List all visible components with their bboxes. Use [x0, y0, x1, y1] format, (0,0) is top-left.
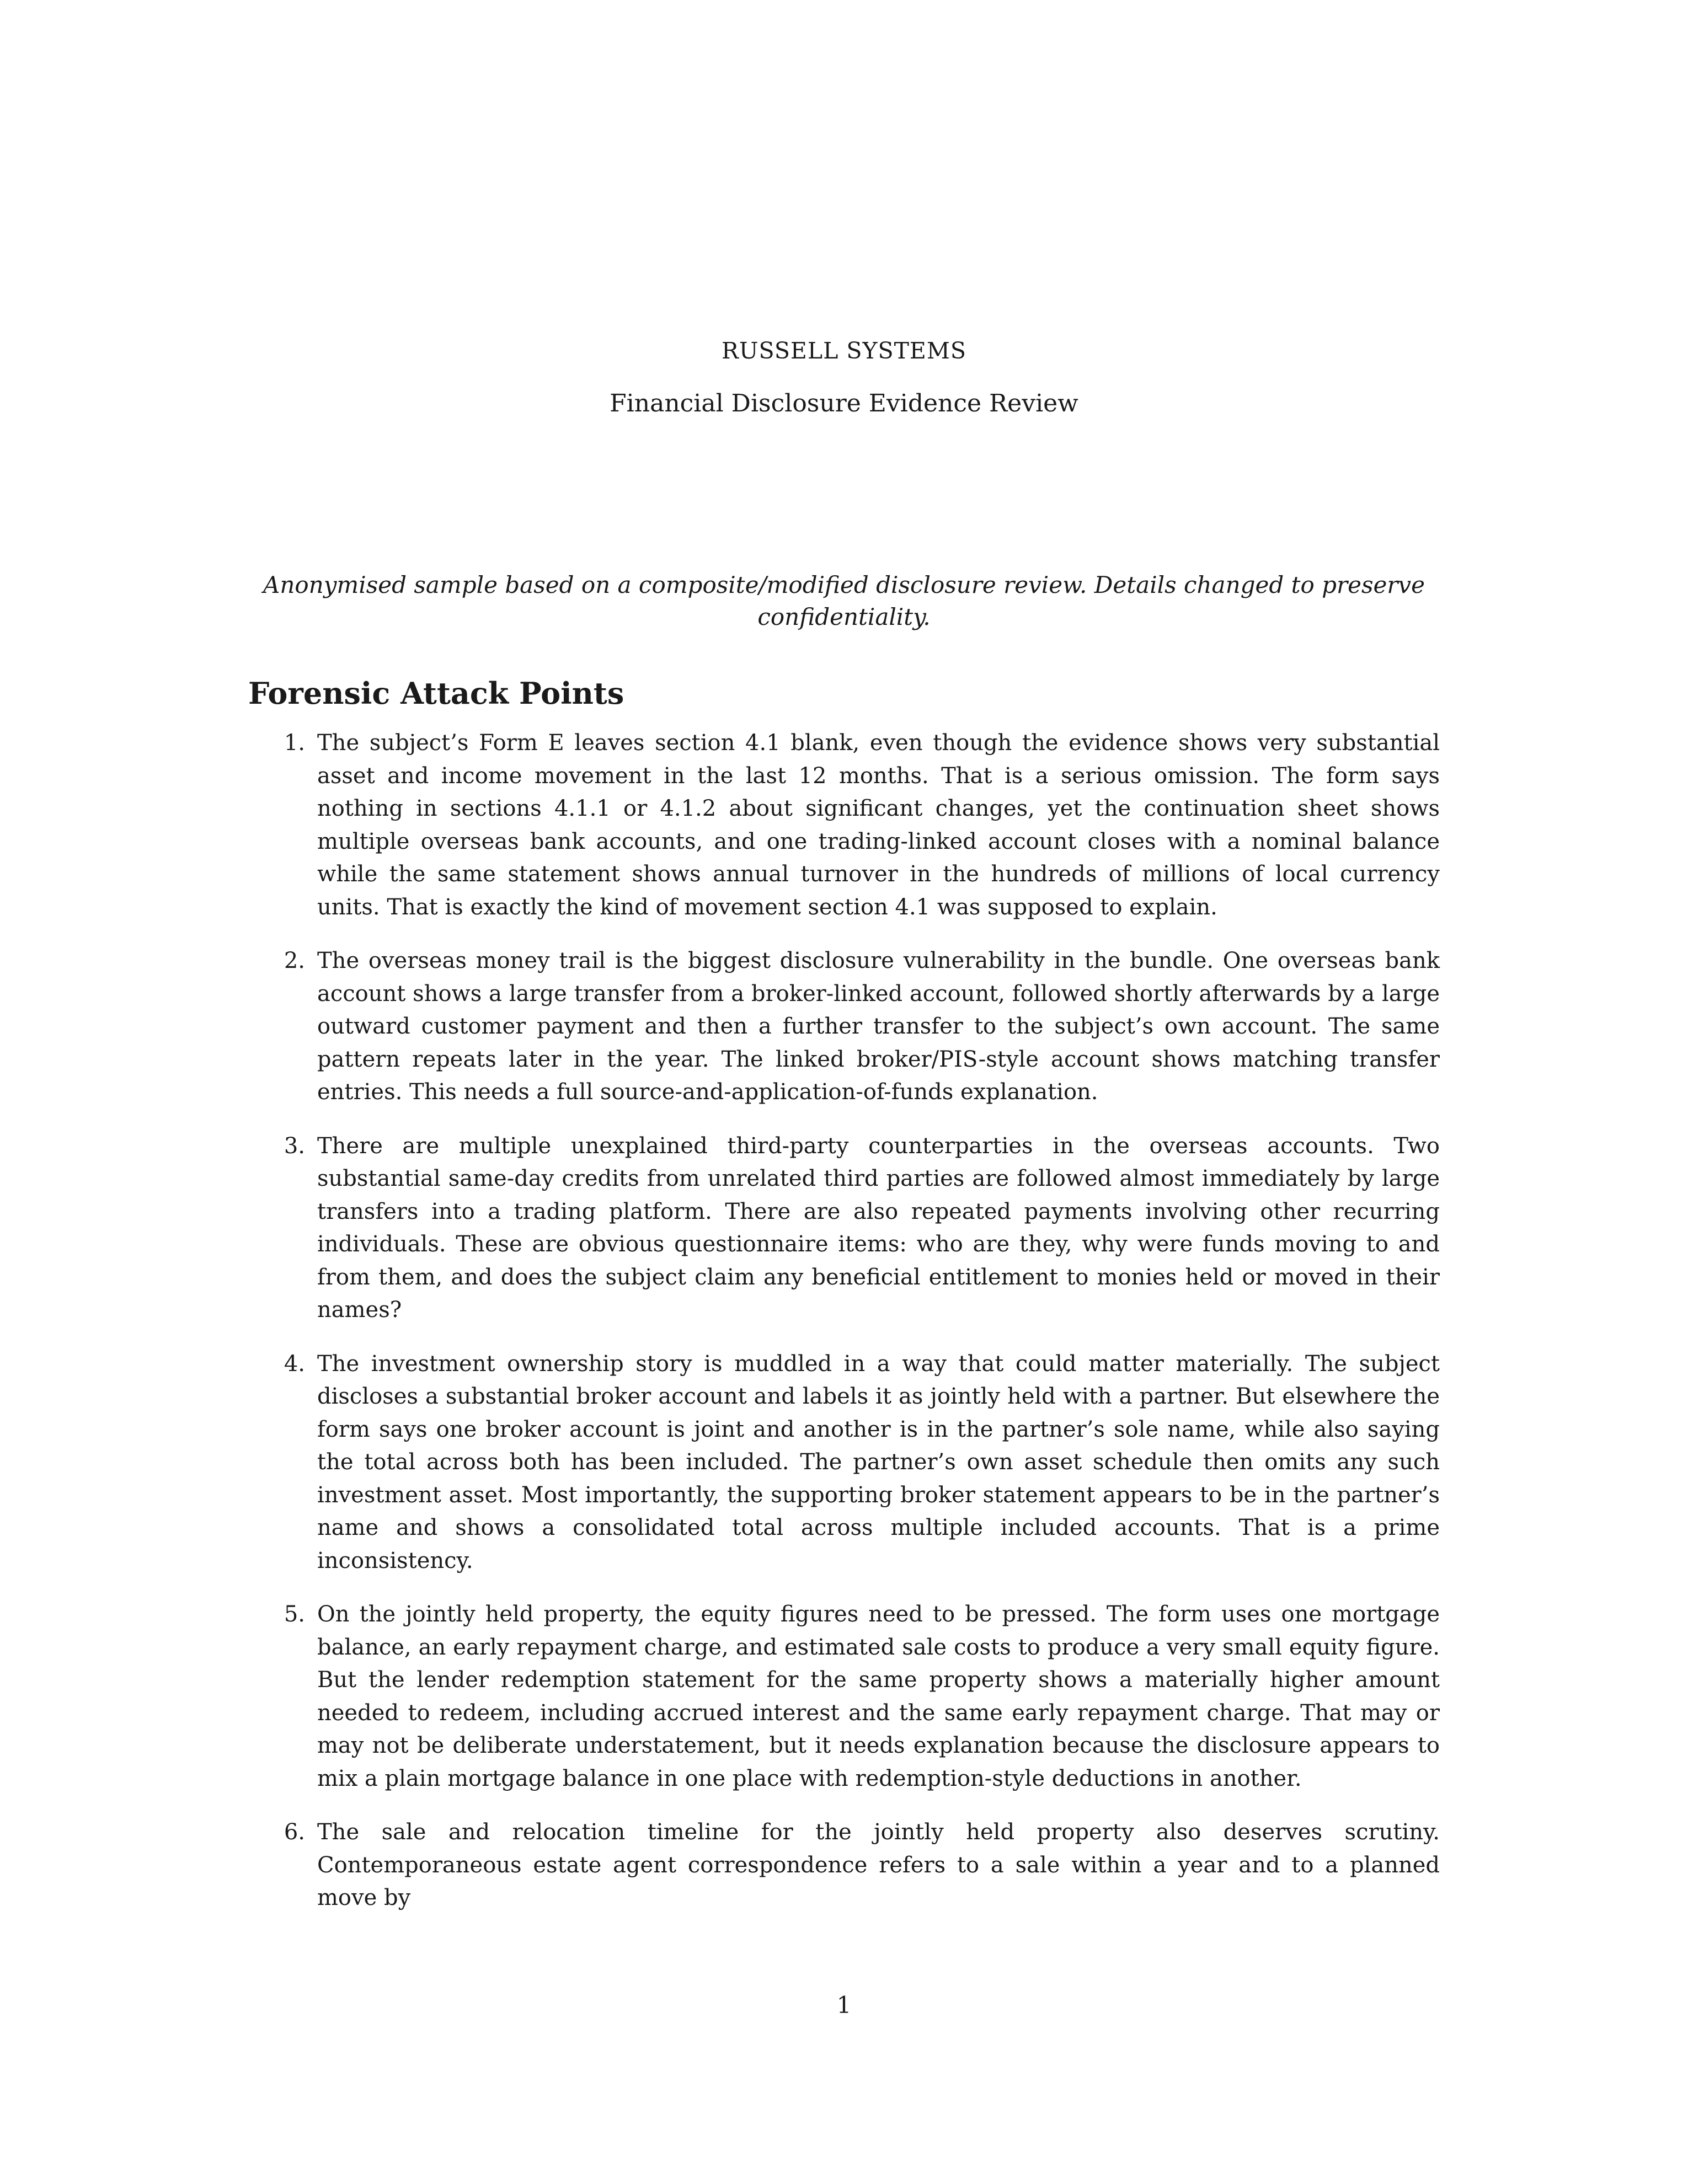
list-item-text: The sale and relocation timeline for the jointly held property also deserves scrutiny. Contemporaneous estate agent correspondence refers to a sale within a year and to a planned move by	[317, 1819, 1440, 1910]
list-item-text: On the jointly held property, the equity figures need to be pressed. The form uses one mortgage balance, an early repayment charge, and estimated sale costs to produce a very small equity figure. But the lender redemption statement for the same property shows a materially higher amount needed to redeem, including accrued interest and the same early repayment charge. That may or may not be deliberate understatement, but it needs explanation because the disclosure appears to mix a plain mortgage balance in one place with redemption-style deductions in another.	[317, 1602, 1440, 1791]
list-item-text: The overseas money trail is the biggest disclosure vulnerability in the bundle. One overseas bank account shows a large transfer from a broker-linked account, followed shortly afterwards by a large outward customer payment and then a further transfer to the subject’s own account. The same pattern repeats later in the year. The linked broker/PIS-style account shows matching transfer entries. This needs a full source-and-application-of-funds explanation.	[317, 948, 1440, 1105]
list-item-number: 1.	[284, 730, 305, 756]
list-item-number: 3.	[284, 1133, 305, 1159]
list-item-text: There are multiple unexplained third-party counterparties in the overseas accounts. Two substantial same-day credits from unrelated third parties are followed almost immediately by large transfers into a trading platform. There are also repeated payments involving other recurring individuals. These are obvious questionnaire items: who are they, why were funds moving to and from them, and does the subject claim any beneficial entitlement to monies held or moved in their names?	[317, 1133, 1440, 1323]
page-number: 1	[836, 1992, 852, 2019]
list-item	[248, 1598, 1440, 1795]
section-heading: Forensic Attack Points	[248, 676, 624, 711]
list-item-number: 6.	[284, 1819, 305, 1845]
list-item	[248, 945, 1440, 1109]
company-name: RUSSELL SYSTEMS	[722, 338, 966, 364]
list-item	[248, 1130, 1440, 1327]
list-item-text: The subject’s Form E leaves section 4.1 blank, even though the evidence shows very substantial asset and income movement in the last 12 months. That is a serious omission. The form says nothing in sections 4.1.1 or 4.1.2 about significant changes, yet the continuation sheet shows multiple overseas bank accounts, and one trading-linked account closes with a nominal balance while the same statement shows annual turnover in the hundreds of millions of local currency units. That is exactly the kind of movement section 4.1 was supposed to explain.	[317, 730, 1440, 920]
list-item	[248, 727, 1440, 924]
list-item-text: The investment ownership story is muddled in a way that could matter materially. The subject discloses a substantial broker account and labels it as jointly held with a partner. But elsewhere the form says one broker account is joint and another is in the partner’s sole name, while also saying the total across both has been included. The partner’s own asset schedule then omits any such investment asset. Most importantly, the supporting broker statement appears to be in the partner’s name and shows a consolidated total across multiple included accounts. That is a prime inconsistency.	[317, 1351, 1440, 1573]
list-item-number: 5.	[284, 1602, 305, 1627]
confidentiality-notice: Anonymised sample based on a composite/modified disclosure review. Details changed to preserve confidentiality.	[263, 571, 1425, 630]
document-title: Financial Disclosure Evidence Review	[610, 389, 1078, 417]
list-item	[248, 1816, 1440, 1915]
attack-points-list	[248, 727, 1440, 1936]
list-item-number: 2.	[284, 948, 305, 973]
list-item	[248, 1348, 1440, 1578]
list-item-number: 4.	[284, 1351, 305, 1377]
